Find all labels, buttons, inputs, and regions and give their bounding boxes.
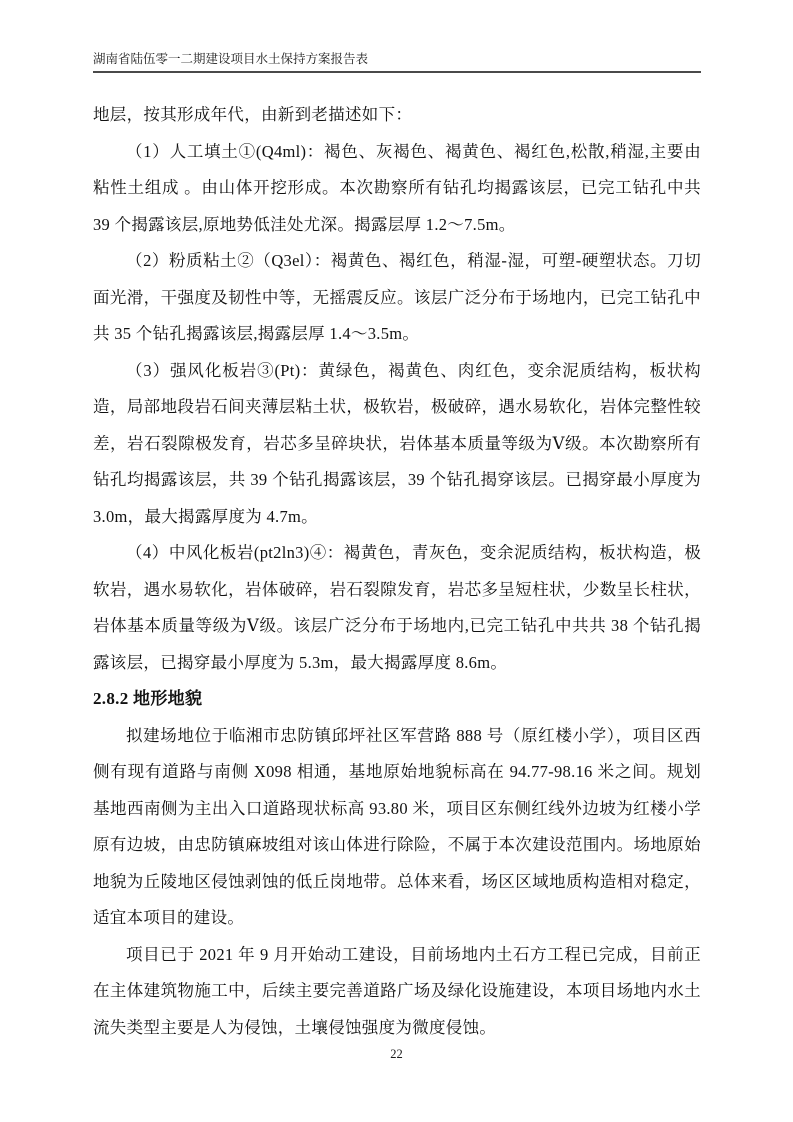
paragraph-silty-clay: （2）粉质粘土②（Q3el）：褐黄色、褐红色，稍湿-湿，可塑-硬塑状态。刀切面光滑，干强度及韧性中等，无摇震反应。该层广泛分布于场地内，已完工钻孔中共 35 个钻孔揭露该层,揭露层厚 1.4～3.5m。 xyxy=(93,251,701,343)
intro-paragraph: 地层，按其形成年代，由新到老描述如下： xyxy=(93,105,413,124)
paragraph-site-topography: 拟建场地位于临湘市忠防镇邱坪社区军营路 888 号（原红楼小学），项目区西侧有现有道路与南侧 X098 相通，基地原始地貌标高在 94.77-98.16 米之间。规划基地西南侧为主出入口道路现状标高 93.80 米，项目区东侧红线外边坡为红楼小学原有边坡，由忠防镇麻坡组对该山体进行除险，不属于本次建设范围内。场地原始地貌为丘陵地区侵蚀剥蚀的低丘岗地带。总体来看，场区区域地质构造相对稳定，适宜本项目的建设。 xyxy=(93,725,701,927)
page-footer xyxy=(0,1047,793,1062)
page-header-title: 湖南省陆伍零一二期建设项目水土保持方案报告表 xyxy=(93,52,369,66)
page-number: 22 xyxy=(390,1047,403,1061)
paragraph-strongly-weathered-slate: （3）强风化板岩③(Pt)：黄绿色，褐黄色、肉红色，变余泥质结构，板状构造，局部地段岩石间夹薄层粘土状，极软岩，极破碎，遇水易软化，岩体完整性较差，岩石裂隙极发育，岩芯多呈碎块状，岩体基本质量等级为Ⅴ级。本次勘察所有钻孔均揭露该层，共 39 个钻孔揭露该层，39 个钻孔揭穿该层。已揭穿最小厚度为 3.0m，最大揭露厚度为 4.7m。 xyxy=(93,360,701,526)
paragraph-construction-status: 项目已于 2021 年 9 月开始动工建设，目前场地内土石方工程已完成，目前正在主体建筑物施工中，后续主要完善道路广场及绿化设施建设，本项目场地内水土流失类型主要是人为侵蚀，土壤侵蚀强度为微度侵蚀。 xyxy=(93,944,701,1037)
page-header xyxy=(93,50,701,73)
section-heading-topography: 2.8.2 地形地貌 xyxy=(93,689,203,708)
paragraph-fill-soil: （1）人工填土①(Q4ml)：褐色、灰褐色、褐黄色、褐红色,松散,稍湿,主要由粘性土组成 。由山体开挖形成。本次勘察所有钻孔均揭露该层，已完工钻孔中共 39 个揭露该层,原地势低洼处尤深。揭露层厚 1.2～7.5m。 xyxy=(93,141,701,234)
paragraph-moderately-weathered-slate: （4）中风化板岩(pt2ln3)④：褐黄色，青灰色，变余泥质结构，板状构造，极软岩，遇水易软化，岩体破碎，岩石裂隙发育，岩芯多呈短柱状，少数呈长柱状，岩体基本质量等级为Ⅴ级。该层广泛分布于场地内,已完工钻孔中共共 38 个钻孔揭露该层，已揭穿最小厚度为 5.3m，最大揭露厚度 8.6m。 xyxy=(93,543,701,672)
document-body xyxy=(93,97,701,1046)
